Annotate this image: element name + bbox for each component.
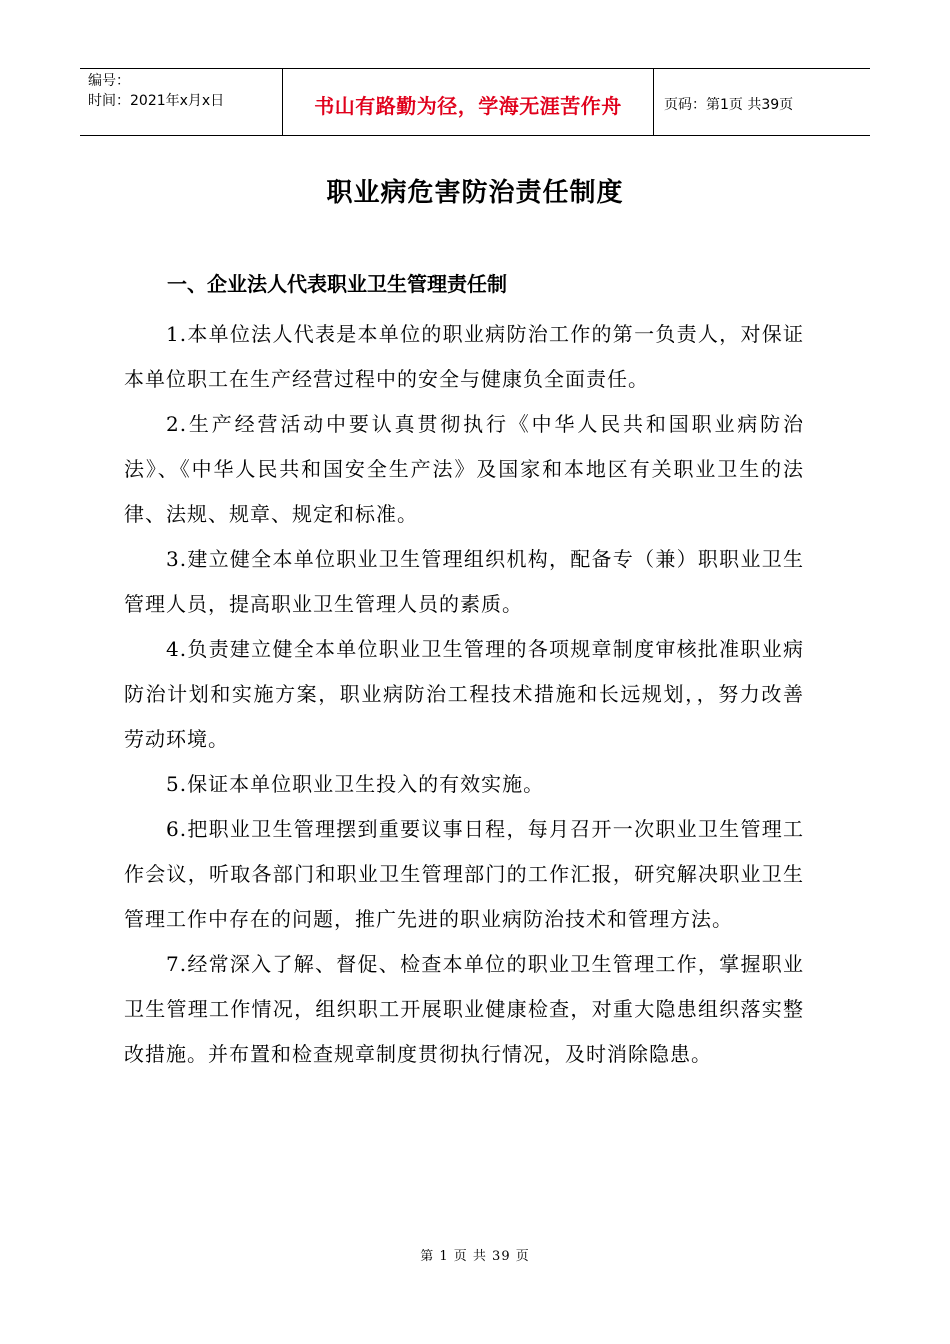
header-motto-cell (282, 69, 654, 135)
paragraph-1: 1.本单位法人代表是本单位的职业病防治工作的第一负责人，对保证本单位职工在生产经营过程中的安全与健康负全面责任。 (124, 322, 804, 391)
date-line: 时间：2021年x月x日 (88, 93, 225, 109)
page-footer: 第 1 页 共 39 页 (420, 1249, 530, 1264)
section-heading: 一、企业法人代表职业卫生管理责任制 (167, 272, 507, 296)
body-text (124, 312, 804, 1077)
header-meta (80, 69, 282, 135)
paragraph-4: 4.负责建立健全本单位职业卫生管理的各项规章制度审核批准职业病防治计划和实施方案，职业病防治工程技术措施和长远规划，，努力改善劳动环境。 (124, 637, 804, 751)
header-motto: 书山有路勤为径，学海无涯苦作舟 (314, 93, 622, 118)
page-header (80, 68, 870, 136)
header-page-info (654, 69, 870, 135)
document-title: 职业病危害防治责任制度 (326, 178, 624, 208)
paragraph-2: 2.生产经营活动中要认真贯彻执行《中华人民共和国职业病防治法》、《中华人民共和国安全生产法》及国家和本地区有关职业卫生的法律、法规、规章、规定和标准。 (124, 412, 804, 526)
paragraph-7: 7.经常深入了解、督促、检查本单位的职业卫生管理工作，掌握职业卫生管理工作情况，组织职工开展职业健康检查，对重大隐患组织落实整改措施。并布置和检查规章制度贯彻执行情况，及时消除隐患。 (124, 952, 804, 1066)
number-label: 编号： (88, 73, 130, 89)
paragraph-6: 6.把职业卫生管理摆到重要议事日程，每月召开一次职业卫生管理工作会议，听取各部门和职业卫生管理部门的工作汇报，研究解决职业卫生管理工作中存在的问题，推广先进的职业病防治技术和管理方法。 (124, 817, 804, 931)
page-info-text: 页码：第1页 共39页 (664, 97, 794, 113)
paragraph-5: 5.保证本单位职业卫生投入的有效实施。 (166, 772, 545, 796)
paragraph-3: 3.建立健全本单位职业卫生管理组织机构，配备专（兼）职职业卫生管理人员，提高职业卫生管理人员的素质。 (124, 547, 804, 616)
